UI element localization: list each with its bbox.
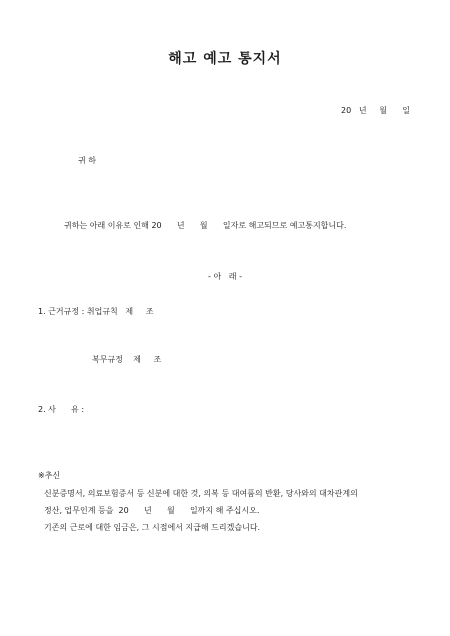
below-heading: - 아 래 -: [208, 272, 242, 281]
notice-sentence: 귀하는 아래 이유로 인해 20 년 월 일자로 해고되므로 예고통지합니다.: [64, 221, 347, 230]
note-line: 기존의 근로에 대한 임금은, 그 시점에서 지급해 드리겠습니다.: [44, 523, 261, 532]
recipient-line: 귀 하: [78, 156, 96, 165]
item-reason: 2. 사 유 :: [38, 405, 85, 414]
item-basis-rule: 1. 근거규정 : 취업규칙 제 조: [38, 307, 154, 316]
note-line: 신분증명서, 의료보험증서 등 신분에 대한 것, 의복 등 대여품의 반환, 당사와의 대차관계의: [44, 489, 358, 498]
item-service-rule: 복무규정 제 조: [92, 355, 162, 364]
note-heading: ※추신: [38, 471, 61, 480]
document-title: 해고 예고 통지서: [168, 51, 282, 67]
note-line: 정산, 업무인계 등을 20 년 월 일까지 해 주십시오.: [44, 506, 260, 515]
date-line: 20 년 월 일: [341, 106, 410, 115]
